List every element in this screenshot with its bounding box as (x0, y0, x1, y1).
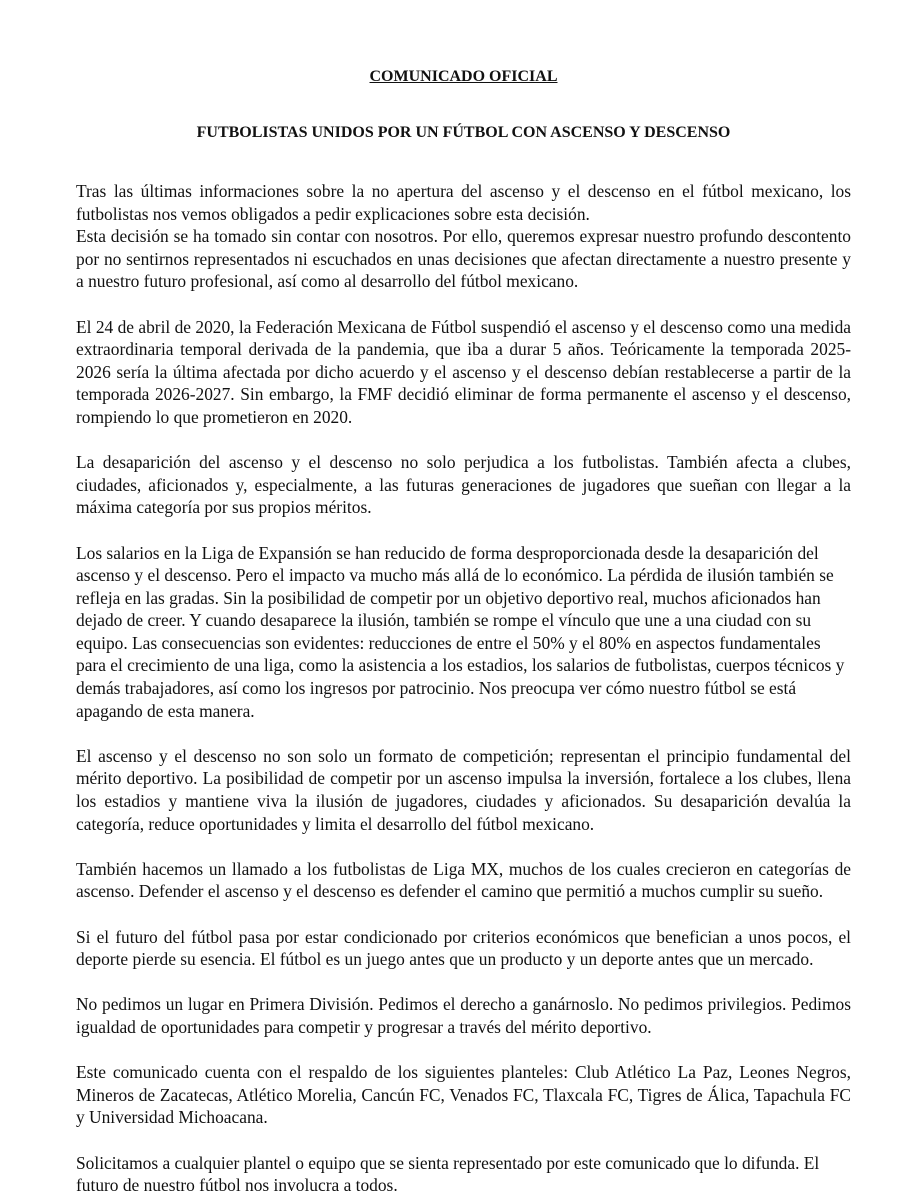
paragraph-line: Los salarios en la Liga de Expansión se han reducido de forma desproporcionada desde la desaparición del ascenso y el descenso. Pero el impacto va mucho más allá de lo económico. La pérdida de ilusión también se refleja en las gradas. Sin la posibilidad de competir por un objetivo deportivo real, muchos aficionados han dejado de creer. Y cuando desaparece la ilusión, también se rompe el vínculo que une a una ciudad con su equipo. Las consecuencias son evidentes: reducciones de entre el 50% y el 80% en aspectos fundamentales para el crecimiento de una liga, como la asistencia a los estadios, los salarios de futbolistas, cuerpos técnicos y demás trabajadores, así como los ingresos por patrocinio. Nos preocupa ver cómo nuestro fútbol se está apagando de esta manera. (76, 542, 845, 721)
paragraph-line: Si el futuro del fútbol pasa por estar condicionado por criterios económicos que benefician a unos pocos, el deporte pierde su esencia. El fútbol es un juego antes que un producto y un deporte antes que un mercado. (76, 926, 851, 970)
paragraph-support (76, 1061, 851, 1129)
document-subtitle: FUTBOLISTAS UNIDOS POR UN FÚTBOL CON ASCENSO Y DESCENSO (196, 124, 731, 141)
paragraph-line: El ascenso y el descenso no son solo un formato de competición; representan el principio fundamental del mérito deportivo. La posibilidad de competir por un ascenso impulsa la inversión, fortalece a los clubes, llena los estadios y mantiene viva la ilusión de jugadores, ciudades y aficionados. Su desaparición devalúa la categoría, reduce oportunidades y limita el desarrollo del fútbol mexicano. (76, 745, 851, 834)
paragraph-line: Solicitamos a cualquier plantel o equipo que se sienta representado por este comunicado que lo difunda. El futuro de nuestro fútbol nos involucra a todos. (76, 1152, 820, 1196)
document-title: COMUNICADO OFICIAL (369, 68, 558, 85)
paragraph-intro (76, 180, 851, 293)
paragraph-line: Este comunicado cuenta con el respaldo de los siguientes planteles: Club Atlético La Paz, Leones Negros, Mineros de Zacatecas, Atlético Morelia, Cancún FC, Venados FC, Tlaxcala FC, Tigres de Álica, Tapachula FC y Universidad Michoacana. (76, 1062, 851, 1128)
paragraph-background (76, 316, 851, 429)
paragraph-line: Tras las últimas informaciones sobre la no apertura del ascenso y el descenso en el fútbol mexicano, los futbolistas nos vemos obligados a pedir explicaciones sobre esta decisión. (76, 181, 851, 224)
paragraph-liga-mx (76, 858, 851, 903)
paragraph-closing (76, 1152, 851, 1197)
paragraph-line: Esta decisión se ha tomado sin contar con nosotros. Por ello, queremos expresar nuestro profundo descontento por no sentirnos representados ni escuchados en unas decisiones que afectan directamente a nuestro presente y a nuestro futuro profesional, así como al desarrollo del fútbol mexicano. (76, 226, 851, 292)
paragraph-line: No pedimos un lugar en Primera División. Pedimos el derecho a ganárnoslo. No pedimos privilegios. Pedimos igualdad de oportunidades para competir y progresar a través del mérito deportivo. (76, 994, 851, 1037)
document-body (76, 180, 851, 1197)
paragraph-demands (76, 993, 851, 1038)
paragraph-merit (76, 745, 851, 835)
paragraph-salaries (76, 542, 851, 723)
paragraph-line: También hacemos un llamado a los futbolistas de Liga MX, muchos de los cuales crecieron en categorías de ascenso. Defender el ascenso y el descenso es defender el camino que permitió a muchos cumplir su sueño. (76, 858, 851, 902)
paragraph-essence (76, 926, 851, 971)
paragraph-line: La desaparición del ascenso y el descenso no solo perjudica a los futbolistas. También afecta a clubes, ciudades, aficionados y, especialmente, a las futuras generaciones de jugadores que sueñan con llegar a la máxima categoría por sus propios méritos. (76, 452, 851, 518)
paragraph-impact (76, 451, 851, 519)
paragraph-line: El 24 de abril de 2020, la Federación Mexicana de Fútbol suspendió el ascenso y el descenso como una medida extraordinaria temporal derivada de la pandemia, que iba a durar 5 años. Teóricamente la temporada 2025-2026 sería la última afectada por dicho acuerdo y el ascenso y el descenso debían restablecerse a partir de la temporada 2026-2027. Sin embargo, la FMF decidió eliminar de forma permanente el ascenso y el descenso, rompiendo lo que prometieron en 2020. (76, 316, 851, 427)
